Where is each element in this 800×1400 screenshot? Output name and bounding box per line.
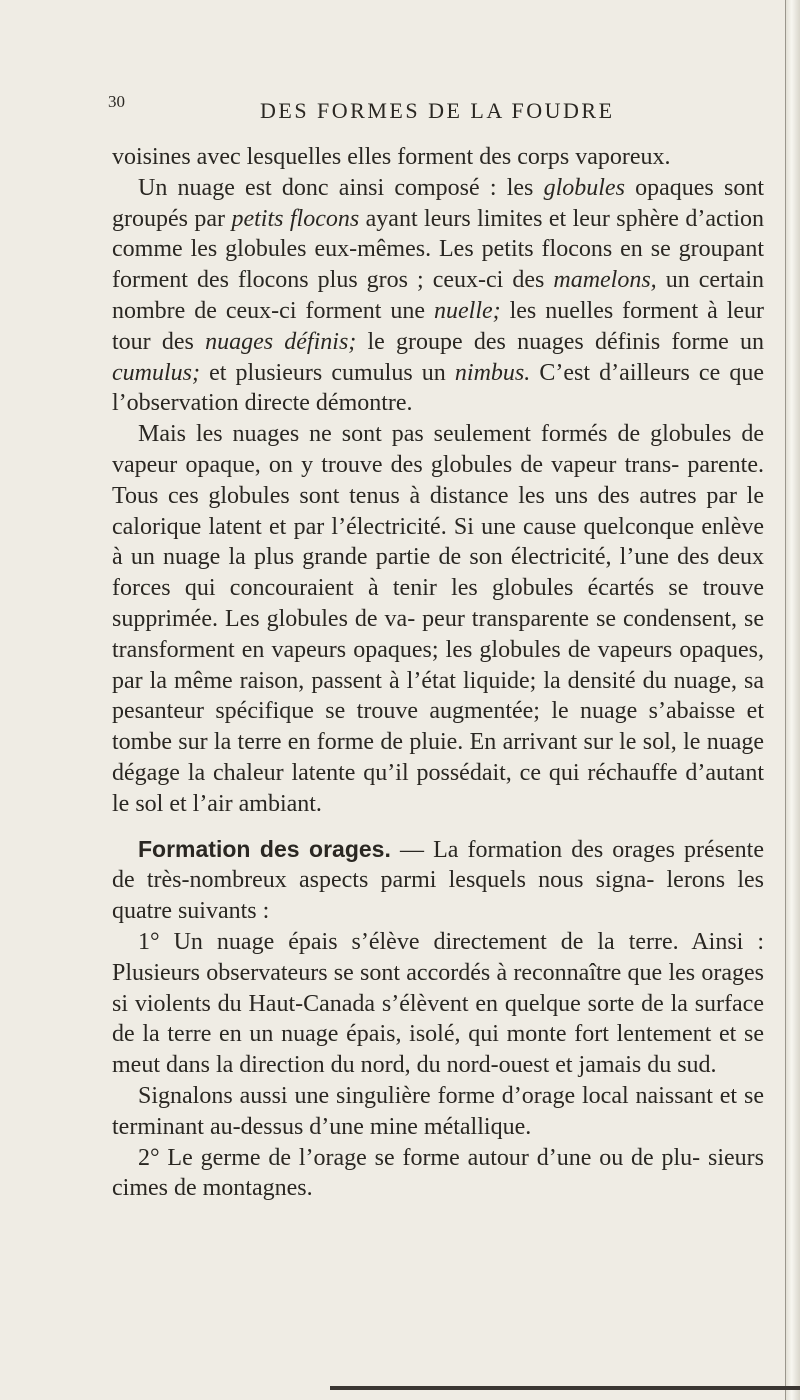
italic-term: nimbus. [454,359,531,386]
running-head: DES FORMES DE LA FOUDRE [260,98,615,123]
italic-term: petits flocons [231,205,360,232]
text-run: le groupe des nuages définis forme un [356,328,764,355]
text-run: — La formation des orages présente de très-nombreux aspects parmi lesquels nous signa- lerons les quatre suivants : [112,836,764,925]
text-run: Un nuage est donc ainsi composé : les [138,174,544,201]
paragraph-globules: Mais les nuages ne sont pas seulement formés de globules de vapeur opaque, on y trouve des globules de vapeur trans- parente. Tous ces globules sont tenus à distance les uns des autres par le calorique latent et par l’électricité. Si une cause quelconque enlève à un nuage la plus grande partie de son électricité, l’une des deux forces qui concouraient à tenir les globules écartés se trouve supprimée. Les globules de va- peur transparente se condensent, se transforment en vapeurs opaques; les globules de vapeurs opaques, par la même raison, passent à l’état liquide; la densité du nuage, sa pesanteur spécifique se trouve augmentée; le nuage s’abaisse et tombe sur la terre en forme de pluie. En arrivant sur le sol, le nuage dégage la chaleur latente qu’il possédait, ce qui réchauffe d’autant le sol et l’air ambiant. [112,421,764,817]
text-run: les nuelles forment à leur tour des [112,297,765,355]
italic-term: mamelons, [553,267,657,294]
text-run: et plusieurs cumulus un [199,359,455,386]
page-edge [785,0,800,1400]
bottom-rule [330,1386,800,1390]
text-run: C’est d’ailleurs ce que l’observation directe démontre. [112,359,765,417]
section-title: Formation des orages. [138,835,391,862]
text-run: opaques sont groupés par [112,174,764,232]
paragraph-continuation: voisines avec lesquelles elles forment des corps vaporeux. [112,144,671,170]
paragraph-local-storm: Signalons aussi une singulière forme d’orage local naissant et se terminant au-dessus d’une mine métallique. [112,1082,764,1140]
paragraph-cloud-composition [112,173,764,419]
paragraph-point-1: 1° Un nuage épais s’élève directement de la terre. Ainsi : Plusieurs observateurs se sont accordés à reconnaître que les orages si violents du Haut-Canada s’élèvent en quelque sorte de la surface de la terre en un nuage épais, isolé, qui monte fort lentement et se meut dans la direction du nord, du nord-ouest et jamais du sud. [112,928,764,1079]
body-text [112,142,764,1204]
italic-term: nuelle; [434,297,501,324]
paragraph-section-intro [112,834,764,927]
italic-term: cumulus; [112,359,200,386]
page-number: 30 [108,92,125,111]
italic-term: nuages définis; [205,328,357,355]
text-run: ayant leurs limites et leur sphère d’action comme les globules eux-mêmes. Les petits flocons en se groupant forment des flocons plus gros ; ceux-ci des [112,205,764,294]
text-run: un certain nombre de ceux-ci forment une [112,267,765,324]
paragraph-point-2: 2° Le germe de l’orage se forme autour d’une ou de plu- sieurs cimes de montagnes. [112,1144,764,1202]
italic-term: globules [543,174,625,201]
page-header [108,92,750,126]
